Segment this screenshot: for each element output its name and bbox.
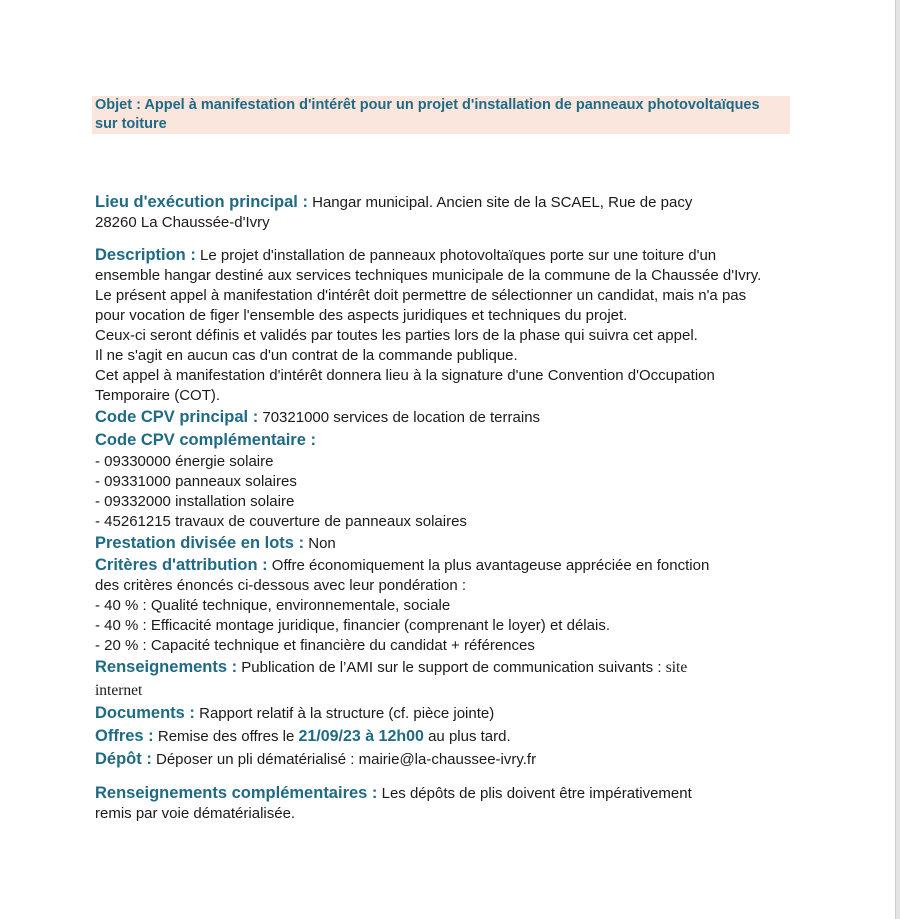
- list-item: - 09332000 installation solaire: [95, 493, 295, 510]
- section-renseignements-complementaires: [95, 783, 775, 824]
- description-p3: Ceux-ci seront définis et validés par toutes les parties lors de la phase qui suivra cet appel.: [95, 327, 698, 344]
- section-depot: [95, 748, 775, 771]
- criteres-intro-first: Offre économiquement la plus avantageuse appréciée en fonction: [271, 557, 710, 574]
- description-p1-first: Le projet d'installation de panneaux photovoltaïques porte sur une toiture d'un: [200, 247, 717, 264]
- page-edge: [896, 0, 900, 919]
- description-p4: Il ne s'agit en aucun cas d'un contrat de la commande publique.: [95, 347, 518, 364]
- list-item: - 09331000 panneaux solaires: [95, 473, 297, 490]
- description-p1-rest: ensemble hangar destiné aux services techniques municipale de la commune de la Chaussée d'Ivry.: [95, 267, 762, 284]
- offres-label: Offres :: [95, 727, 154, 745]
- renseignements-label: Renseignements :: [95, 658, 238, 676]
- lots-label: Prestation divisée en lots :: [95, 534, 305, 552]
- objet-heading: [95, 96, 785, 134]
- notice-body: [95, 192, 775, 824]
- section-offres: [95, 725, 775, 748]
- criteres-label: Critères d'attribution :: [95, 556, 268, 574]
- documents-label: Documents :: [95, 704, 195, 722]
- renseignements-value: Publication de l’AMI sur le support de communication suivants :: [241, 659, 662, 676]
- objet-title: Appel à manifestation d'intérêt pour un projet d'installation de panneaux photovoltaïques sur toiture: [95, 97, 760, 132]
- renseignements-value-serif-2: internet: [95, 682, 143, 699]
- documents-value: Rapport relatif à la structure (cf. pièce jointe): [199, 705, 495, 722]
- section-renseignements: [95, 656, 775, 702]
- lots-value: Non: [308, 535, 336, 552]
- section-cpv-principal: [95, 406, 775, 429]
- description-p2: Le présent appel à manifestation d'intérêt doit permettre de sélectionner un candidat, mais n'a pas pour vocation de figer l'ensemble des aspects juridiques et techniques du projet.: [95, 287, 747, 324]
- renseignements-comp-rest: remis par voie dématérialisée.: [95, 805, 296, 822]
- lieu-line2: 28260 La Chaussée-d'Ivry: [95, 214, 270, 231]
- objet-label: Objet :: [95, 97, 141, 113]
- renseignements-value-serif-1: site: [665, 659, 688, 676]
- description-p5: Cet appel à manifestation d'intérêt donnera lieu à la signature d'une Convention d'Occupation Temporaire (COT).: [95, 367, 715, 404]
- list-item: - 40 % : Qualité technique, environnementale, sociale: [95, 597, 451, 614]
- description-label: Description :: [95, 246, 196, 264]
- renseignements-comp-first: Les dépôts de plis doivent être impérativement: [381, 785, 692, 802]
- cpv-principal-value: 70321000 services de location de terrains: [262, 409, 541, 426]
- section-criteres: [95, 555, 775, 656]
- offres-after: au plus tard.: [428, 728, 511, 745]
- lieu-line1: Hangar municipal. Ancien site de la SCAEL, Rue de pacy: [312, 194, 693, 211]
- list-item: - 20 % : Capacité technique et financière du candidat + références: [95, 637, 535, 654]
- section-cpv-complementaire: [95, 429, 775, 532]
- depot-value: Déposer un pli dématérialisé : mairie@la-chaussee-ivry.fr: [156, 751, 537, 768]
- section-description: [95, 245, 775, 406]
- list-item: - 45261215 travaux de couverture de panneaux solaires: [95, 513, 467, 530]
- list-item: - 40 % : Efficacité montage juridique, financier (comprenant le loyer) et délais.: [95, 617, 610, 634]
- offres-date: 21/09/23 à 12h00: [298, 728, 424, 745]
- depot-label: Dépôt :: [95, 750, 152, 768]
- cpv-principal-label: Code CPV principal :: [95, 408, 259, 426]
- section-documents: [95, 702, 775, 725]
- list-item: - 09330000 énergie solaire: [95, 453, 274, 470]
- criteres-intro-rest: des critères énoncés ci-dessous avec leur pondération :: [95, 577, 467, 594]
- renseignements-comp-label: Renseignements complémentaires :: [95, 784, 378, 802]
- section-lots: [95, 532, 775, 555]
- section-lieu: [95, 192, 775, 233]
- cpv-complementaire-label: Code CPV complémentaire :: [95, 431, 316, 449]
- lieu-label: Lieu d'exécution principal :: [95, 193, 308, 211]
- offres-before: Remise des offres le: [157, 728, 295, 745]
